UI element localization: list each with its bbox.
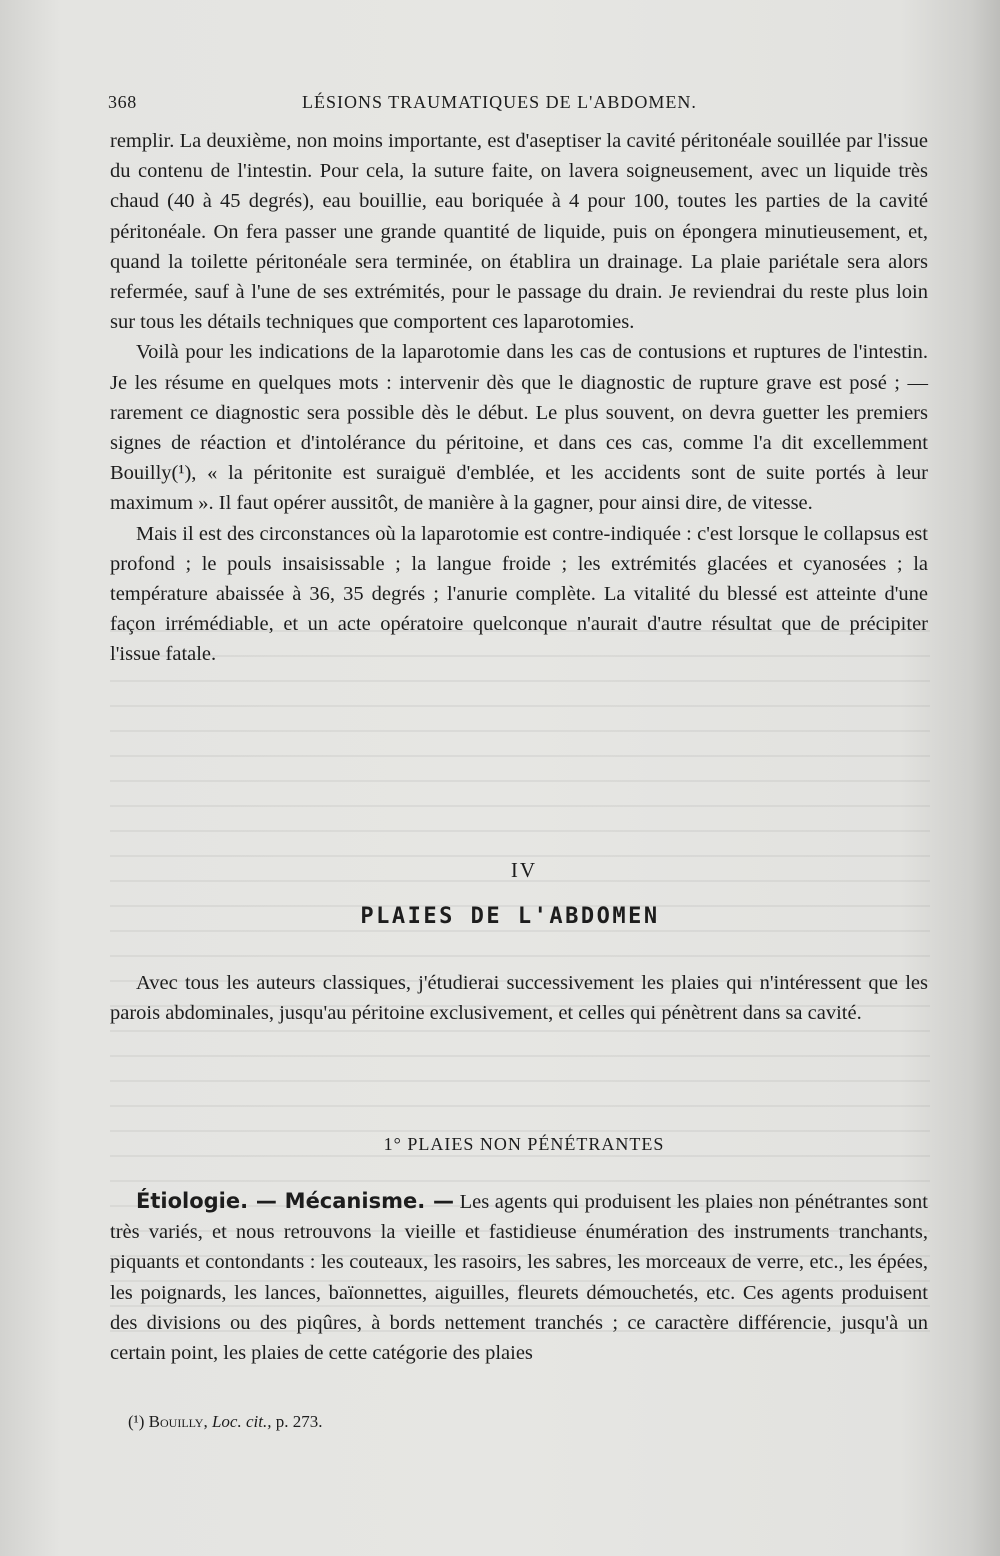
footnote-author: Bouilly, bbox=[148, 1412, 208, 1431]
footnote-page: p. 273. bbox=[275, 1412, 323, 1431]
footnote bbox=[128, 1412, 908, 1432]
run-in-heading: Étiologie. — Mécanisme. — bbox=[136, 1189, 454, 1213]
subsection-paragraph-text: Les agents qui produisent les plaies non pénétrantes sont très variés, et nous retrouvons la vieille et fastidieuse énumération des instruments tranchants, piquants et contondants : les couteaux, les rasoirs, les sabres, les morceaux de verre, etc., les épées, les poignards, les lances, baïonnettes, aiguilles, fleurets démouchetés, etc. Ces agents produisent des divisions ou des piqûres, à bords nettement tranchés ; ce caractère différencie, jusqu'à un certain point, les plaies de cette catégorie des plaies bbox=[110, 1191, 929, 1365]
footnote-marker: (¹) bbox=[128, 1412, 145, 1431]
section-intro-block bbox=[110, 968, 928, 1028]
section-intro-paragraph: Avec tous les auteurs classiques, j'étudierai successivement les plaies qui n'intéressent que les parois abdominales, jusqu'au péritoine exclusivement, et celles qui pénètrent dans sa cavité. bbox=[110, 972, 928, 1025]
page-number: 368 bbox=[108, 92, 137, 112]
paragraph: Voilà pour les indications de la laparotomie dans les cas de contusions et ruptures de l'intestin. Je les résume en quelques mots : intervenir dès que le diagnostic de rupture grave est posé ; — rarement ce diagnostic sera possible dès le début. Le plus souvent, on devra guetter les premiers signes de réaction et d'intolérance du péritoine, et dans ces cas, comme l'a dit excellemment Bouilly(¹), « la péritonite est suraiguë d'emblée, et les accidents sont de suite portés à leur maximum ». Il faut opérer aussitôt, de manière à la gagner, pour ainsi dire, de vitesse. bbox=[110, 341, 928, 515]
section-numeral: IV bbox=[510, 858, 538, 882]
subsection-paragraph bbox=[110, 1186, 928, 1368]
subsection-title: 1° PLAIES NON PÉNÉTRANTES bbox=[383, 1134, 665, 1154]
paragraph-continuation: remplir. La deuxième, non moins importante, est d'aseptiser la cavité péritonéale souillée par l'issue du contenu de l'intestin. Pour cela, la suture faite, on lavera soigneusement, avec un liquide très chaud (40 à 45 degrés), eau bouillie, eau boriquée à 4 pour 100, toutes les parties de la cavité péritonéale. On fera passer une grande quantité de liquide, puis on épongera minutieusement, et, quand la toilette péritonéale sera terminée, on établira un drainage. La plaie pariétale sera alors refermée, sauf à l'une de ses extrémités, pour le passage du drain. Je reviendrai du reste plus loin sur tous les détails techniques que comportent ces laparotomies. bbox=[110, 130, 928, 334]
subsection-text-block bbox=[110, 1186, 928, 1368]
body-text-block bbox=[110, 126, 928, 670]
running-head: LÉSIONS TRAUMATIQUES DE L'ABDOMEN. bbox=[302, 92, 697, 112]
page-header bbox=[108, 92, 928, 118]
paragraph: Mais il est des circonstances où la laparotomie est contre-indiquée : c'est lorsque le collapsus est profond ; le pouls insaisissable ; la langue froide ; les extrémités glacées et cyanosées ; la température abaissée à 36, 35 degrés ; l'anurie complète. La vitalité du blessé est atteinte d'une façon irrémédiable, et un acte opératoire quelconque n'aurait d'autre résultat que de précipiter l'issue fatale. bbox=[110, 522, 928, 666]
section-title: PLAIES DE L'ABDOMEN bbox=[360, 904, 660, 929]
footnote-work: Loc. cit., bbox=[211, 1412, 272, 1431]
